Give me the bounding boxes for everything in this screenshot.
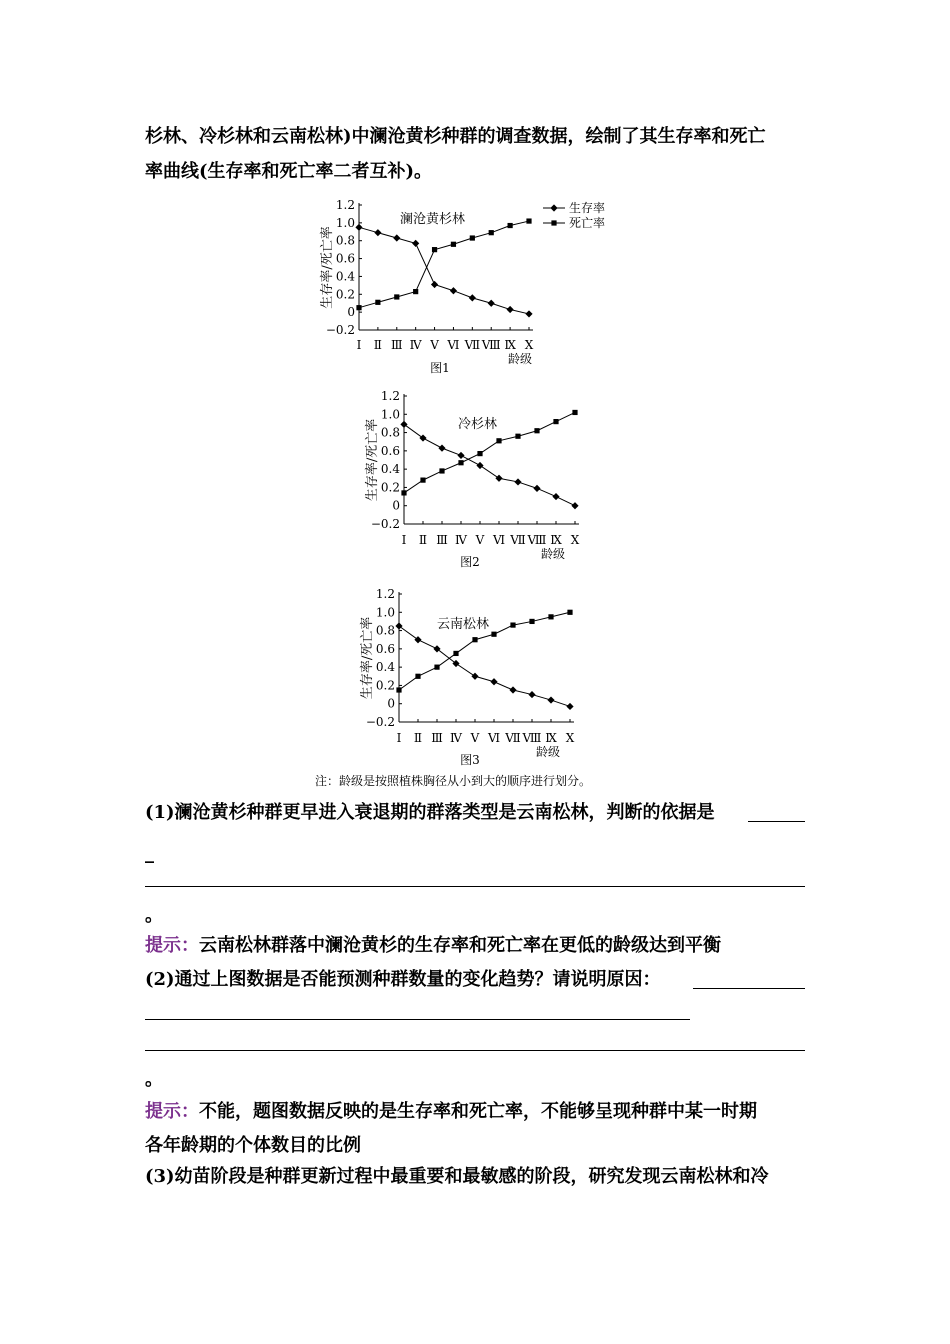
y-tick-label: 0 [392, 498, 400, 513]
x-tick-label: Ⅷ [527, 533, 547, 547]
q2-blank-1[interactable] [693, 988, 805, 989]
mortality-point [567, 610, 572, 615]
legend-marker [550, 204, 557, 211]
survival-point [412, 240, 419, 247]
survival-point [400, 421, 407, 428]
y-axis-label: 生存率/死亡率 [365, 418, 380, 502]
x-tick-label: Ⅲ [390, 338, 403, 352]
mortality-point [420, 478, 425, 483]
q1-blank-1[interactable] [748, 821, 805, 822]
mortality-point [529, 619, 534, 624]
y-tick-label: −0.2 [370, 517, 400, 531]
y-axis-label: 生存率/死亡率 [320, 226, 335, 309]
survival-point [450, 287, 457, 294]
chart-title: 澜沧黄杉林 [400, 212, 466, 227]
survival-point [374, 229, 381, 236]
mortality-point [489, 230, 494, 235]
y-axis-label: 生存率/死亡率 [360, 616, 375, 700]
x-tick-label: Ⅰ [396, 731, 402, 745]
chart-2 [360, 388, 600, 571]
x-tick-label: Ⅵ [492, 533, 506, 547]
survival-point [571, 502, 578, 509]
x-tick-label: Ⅹ [524, 338, 534, 352]
mortality-point [477, 451, 482, 456]
q2-hint-label: 提示： [145, 1101, 199, 1122]
x-axis-label: 龄级 [535, 745, 561, 759]
mortality-point [401, 490, 406, 495]
x-tick-label: Ⅹ [565, 731, 575, 745]
x-axis-label: 龄级 [540, 547, 566, 561]
survival-point [490, 678, 497, 685]
mortality-point [491, 632, 496, 637]
survival-point [438, 445, 445, 452]
x-tick-label: Ⅵ [447, 338, 460, 352]
mortality-point [526, 218, 531, 223]
legend-label: 生存率 [569, 201, 606, 215]
survival-point [552, 493, 559, 500]
survival-point [547, 696, 554, 703]
mortality-point [439, 468, 444, 473]
intro-line-2: 率曲线(生存率和死亡率二者互补)。 [145, 161, 433, 182]
intro-line-1: 杉林、冷杉林和云南松林)中澜沧黄杉种群的调查数据，绘制了其生存率和死亡 [145, 126, 766, 147]
mortality-point [515, 434, 520, 439]
chart-caption: 图1 [430, 361, 450, 375]
x-tick-label: Ⅸ [550, 533, 562, 547]
q1-hint-label: 提示： [145, 935, 199, 956]
survival-point [469, 294, 476, 301]
x-tick-label: Ⅱ [373, 338, 382, 352]
survival-point [419, 434, 426, 441]
y-tick-label: 0.4 [335, 269, 355, 284]
q2-blank-2[interactable] [145, 1019, 690, 1020]
y-tick-label: 1.2 [380, 389, 400, 403]
legend-marker [551, 220, 556, 225]
x-tick-label: Ⅳ [409, 338, 422, 352]
y-tick-label: 1.0 [335, 215, 355, 230]
q1-end: 。 [145, 905, 163, 926]
survival-point [514, 478, 521, 485]
q2-text: (2)通过上图数据是否能预测种群数量的变化趋势？请说明原因： [145, 969, 661, 990]
x-tick-label: Ⅸ [545, 731, 557, 745]
x-tick-label: Ⅵ [487, 731, 501, 745]
survival-point [533, 485, 540, 492]
x-tick-label: Ⅶ [464, 338, 481, 352]
mortality-point [510, 622, 515, 627]
mortality-point [458, 460, 463, 465]
y-tick-label: −0.2 [325, 323, 355, 337]
mortality-point [453, 651, 458, 656]
y-tick-label: 0.4 [375, 660, 395, 675]
survival-point [395, 622, 402, 629]
mortality-point [394, 294, 399, 299]
y-tick-label: 1.2 [375, 587, 395, 601]
chart-caption: 图2 [460, 555, 480, 569]
survival-point [457, 452, 464, 459]
q2-hint-1 [145, 1100, 757, 1124]
y-tick-label: 0.2 [335, 287, 355, 302]
q2-hint-text-1: 不能，题图数据反映的是生存率和死亡率，不能够呈现种群中某一时期 [199, 1101, 757, 1122]
y-tick-label: 0.2 [375, 678, 395, 693]
y-tick-label: 0.6 [375, 641, 395, 656]
x-tick-label: Ⅳ [450, 731, 462, 745]
x-tick-label: Ⅴ [475, 533, 485, 547]
x-axis-label: 龄级 [507, 352, 533, 366]
x-tick-label: Ⅰ [401, 533, 407, 547]
survival-point [528, 691, 535, 698]
x-tick-label: Ⅲ [431, 731, 443, 745]
mortality-point [472, 637, 477, 642]
mortality-point [451, 242, 456, 247]
q1-hint [145, 934, 721, 958]
chart-caption: 图3 [460, 753, 480, 767]
y-tick-label: 0.4 [380, 462, 400, 477]
x-tick-label: Ⅳ [455, 533, 467, 547]
chart-note: 注：龄级是按照植株胸径从小到大的顺序进行划分。 [315, 774, 592, 788]
mortality-point [415, 674, 420, 679]
mortality-point [496, 438, 501, 443]
survival-point [414, 636, 421, 643]
x-tick-label: Ⅴ [430, 338, 439, 352]
survival-point [393, 234, 400, 241]
survival-point [509, 686, 516, 693]
mortality-point [508, 223, 513, 228]
survival-point [471, 673, 478, 680]
q3-text: (3)幼苗阶段是种群更新过程中最重要和最敏感的阶段，研究发现云南松林和冷 [145, 1166, 769, 1187]
y-tick-label: 0.6 [380, 443, 400, 458]
x-tick-label: Ⅸ [504, 338, 516, 352]
survival-point [525, 310, 532, 317]
x-tick-label: Ⅲ [436, 533, 448, 547]
mortality-point [534, 428, 539, 433]
q1-hint-text: 云南松林群落中澜沧黄杉的生存率和死亡率在更低的龄级达到平衡 [199, 935, 721, 956]
chart-title: 冷杉林 [458, 417, 498, 432]
chart-3 [355, 586, 595, 769]
mortality-point [356, 305, 361, 310]
y-tick-label: 0.8 [335, 233, 355, 248]
survival-point [488, 300, 495, 307]
x-tick-label: Ⅱ [413, 731, 423, 745]
series-line-survival [399, 626, 570, 706]
mortality-point [470, 235, 475, 240]
q1-blank-2[interactable] [145, 886, 805, 887]
mortality-point [434, 665, 439, 670]
mortality-point [572, 410, 577, 415]
mortality-point [375, 300, 380, 305]
mortality-point [413, 289, 418, 294]
y-tick-label: 0.8 [375, 623, 395, 638]
mortality-point [396, 687, 401, 692]
q1-text: (1)澜沧黄杉种群更早进入衰退期的群落类型是云南松林，判断的依据是 [145, 802, 715, 823]
y-tick-label: 1.0 [375, 605, 395, 620]
q2-end: 。 [145, 1069, 163, 1090]
x-tick-label: Ⅷ [522, 731, 542, 745]
x-tick-label: Ⅶ [505, 731, 521, 745]
survival-point [355, 224, 362, 231]
y-tick-label: 1.0 [380, 407, 400, 422]
chart-1 [315, 197, 655, 377]
x-tick-label: Ⅴ [470, 731, 480, 745]
mortality-point [548, 614, 553, 619]
x-tick-label: Ⅷ [481, 338, 501, 352]
y-tick-label: 0.6 [335, 251, 355, 266]
survival-point [495, 475, 502, 482]
x-tick-label: Ⅰ [356, 338, 362, 352]
q1-underscore: _ [145, 843, 154, 864]
survival-point [476, 462, 483, 469]
q2-hint-2: 各年龄期的个体数目的比例 [145, 1135, 361, 1156]
y-tick-label: 0.8 [380, 425, 400, 440]
y-tick-label: −0.2 [365, 715, 395, 729]
q2-blank-3[interactable] [145, 1050, 805, 1051]
mortality-point [553, 419, 558, 424]
x-tick-label: Ⅱ [418, 533, 428, 547]
y-tick-label: 0 [347, 305, 355, 320]
y-tick-label: 0 [387, 696, 395, 711]
y-tick-label: 1.2 [335, 198, 355, 212]
y-tick-label: 0.2 [380, 480, 400, 495]
chart-title: 云南松林 [437, 617, 490, 632]
survival-point [431, 281, 438, 288]
survival-point [507, 306, 514, 313]
mortality-point [432, 247, 437, 252]
x-tick-label: Ⅶ [510, 533, 526, 547]
x-tick-label: Ⅹ [570, 533, 580, 547]
survival-point [566, 703, 573, 710]
legend-label: 死亡率 [569, 216, 606, 230]
series-line-survival [404, 424, 575, 505]
